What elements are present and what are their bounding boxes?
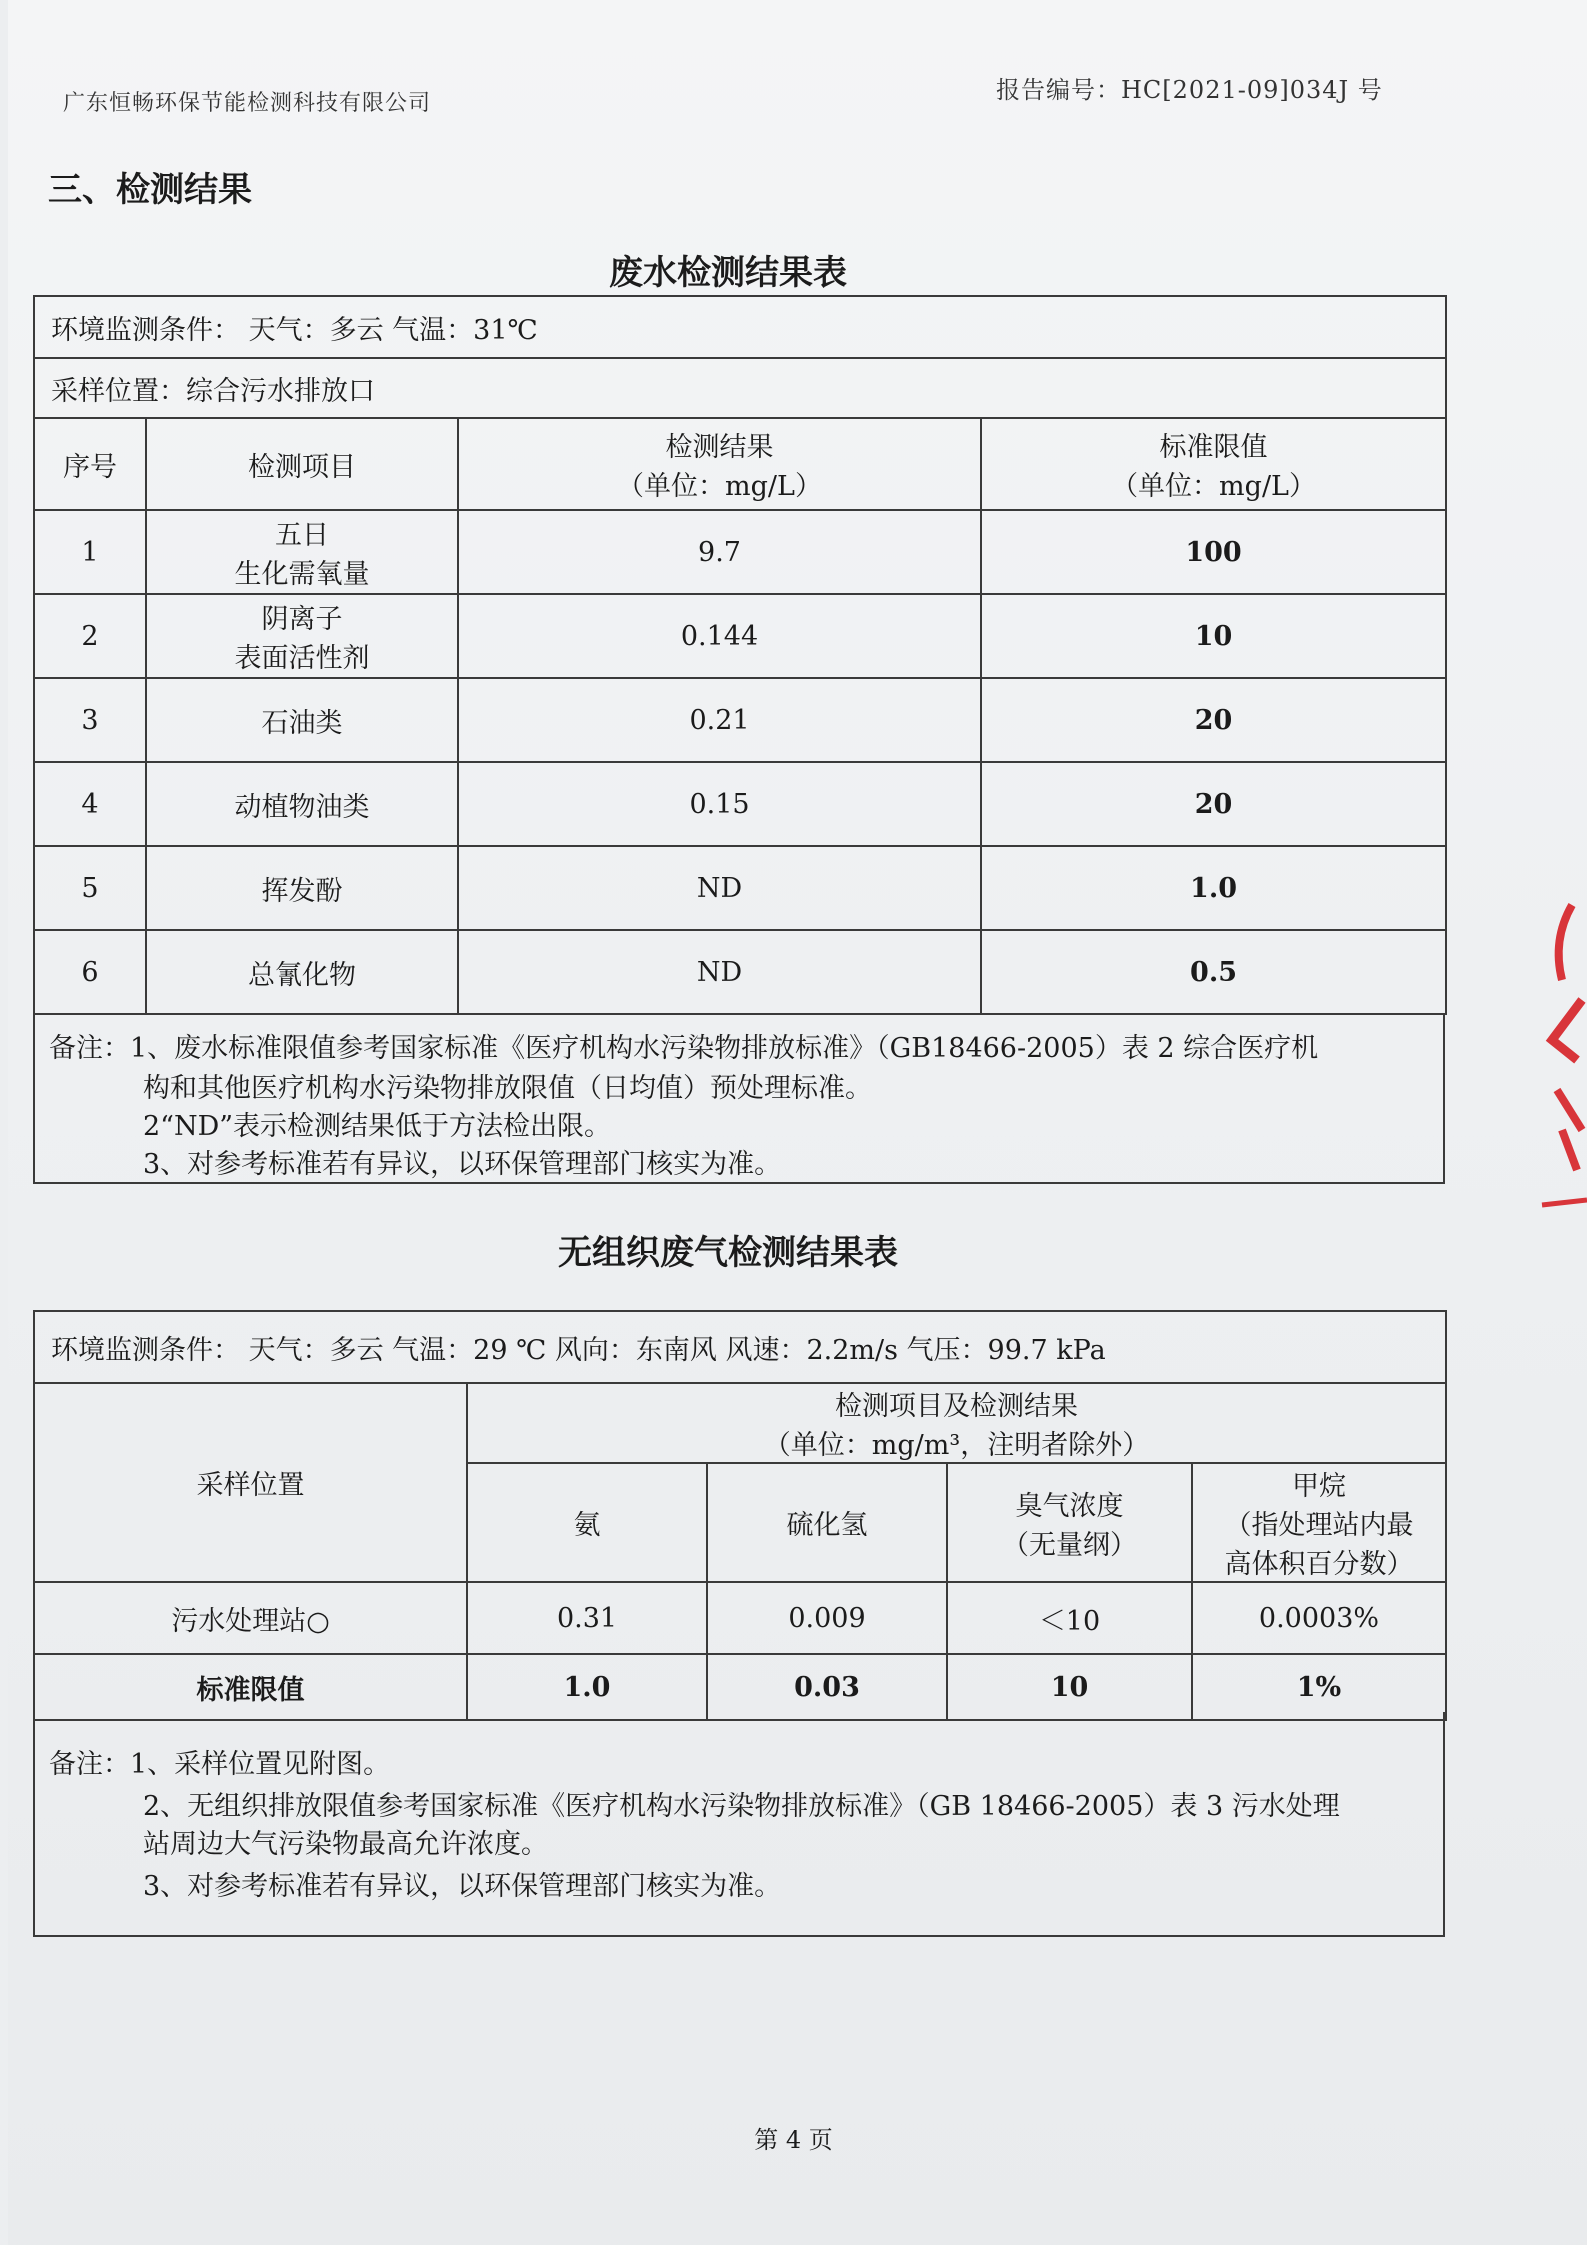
gas-header-odor xyxy=(947,1463,1192,1582)
row-item xyxy=(146,594,458,678)
row-item-line2: 表面活性剂 xyxy=(234,643,370,674)
row-result: 0.144 xyxy=(458,594,981,678)
wastewater-location: 采样位置：综合污水排放口 xyxy=(34,358,1446,418)
row-limit: 10 xyxy=(981,594,1446,678)
gas-header-methane xyxy=(1192,1463,1446,1582)
row-result: 0.21 xyxy=(458,678,981,762)
row-item: 动植物油类 xyxy=(146,762,458,846)
table-row xyxy=(34,930,1446,1014)
wastewater-notes xyxy=(33,1014,1445,1184)
header-result-line1: 检测结果 xyxy=(665,432,774,463)
row-result: 0.15 xyxy=(458,762,981,846)
row-no: 1 xyxy=(34,510,146,594)
row-no: 4 xyxy=(34,762,146,846)
note-line: 构和其他医疗机构水污染物排放限值（日均值）预处理标准。 xyxy=(143,1073,872,1104)
table-row xyxy=(34,846,1446,930)
row-limit: 20 xyxy=(981,678,1446,762)
row-item-line1: 五日 xyxy=(275,520,329,551)
page-number: 第 4 页 xyxy=(754,2126,833,2154)
gas-header-location: 采样位置 xyxy=(34,1383,467,1582)
gas-header-h2s: 硫化氢 xyxy=(707,1463,947,1582)
row-limit: 100 xyxy=(981,510,1446,594)
gas-limit-methane: 1% xyxy=(1192,1654,1446,1720)
wastewater-header-row xyxy=(34,418,1446,510)
note-line: 站周边大气污染物最高允许浓度。 xyxy=(143,1829,548,1860)
note-line: 2、无组织排放限值参考国家标准《医疗机构水污染物排放标准》（GB 18466-2005）表 3 污水处理 xyxy=(143,1791,1340,1822)
row-limit: 1.0 xyxy=(981,846,1446,930)
row-item-line1: 阴离子 xyxy=(261,604,343,635)
gas-header-group xyxy=(467,1383,1446,1463)
table-row xyxy=(34,762,1446,846)
gas-row-ammonia: 0.31 xyxy=(467,1582,707,1654)
gas-header-ammonia: 氨 xyxy=(467,1463,707,1582)
gas-header-odor-line2: （无量纲） xyxy=(1002,1529,1137,1561)
header-limit xyxy=(981,418,1446,510)
gas-row-odor: ＜10 xyxy=(947,1582,1192,1654)
row-result: 9.7 xyxy=(458,510,981,594)
row-result: ND xyxy=(458,930,981,1014)
gas-row-location: 污水处理站○ xyxy=(34,1582,467,1654)
header-result xyxy=(458,418,981,510)
gas-header-group-line2: （单位：mg/m³，注明者除外） xyxy=(763,1430,1150,1461)
wastewater-table-title: 废水检测结果表 xyxy=(609,253,847,293)
gas-notes xyxy=(33,1712,1445,1937)
header-limit-line2: （单位：mg/L） xyxy=(1111,471,1316,502)
row-item: 总氰化物 xyxy=(146,930,458,1014)
gas-row-methane: 0.0003% xyxy=(1192,1582,1446,1654)
row-limit: 0.5 xyxy=(981,930,1446,1014)
note-line: 3、对参考标准若有异议，以环保管理部门核实为准。 xyxy=(143,1871,782,1902)
row-no: 5 xyxy=(34,846,146,930)
row-no: 6 xyxy=(34,930,146,1014)
gas-header-methane-line2: （指处理站内最 xyxy=(1224,1510,1414,1541)
wastewater-table xyxy=(33,295,1447,1015)
gas-table xyxy=(33,1310,1447,1721)
document-page xyxy=(8,0,1587,2245)
table-row xyxy=(34,1582,1446,1654)
gas-header-methane-line3: 高体积百分数） xyxy=(1224,1549,1414,1580)
gas-limit-ammonia: 1.0 xyxy=(467,1654,707,1720)
row-no: 2 xyxy=(34,594,146,678)
row-limit: 20 xyxy=(981,762,1446,846)
row-item: 石油类 xyxy=(146,678,458,762)
gas-header-odor-line1: 臭气浓度 xyxy=(1015,1490,1124,1522)
row-item: 挥发酚 xyxy=(146,846,458,930)
gas-header-group-line1: 检测项目及检测结果 xyxy=(835,1391,1078,1422)
gas-row-h2s: 0.009 xyxy=(707,1582,947,1654)
section-title: 三、检测结果 xyxy=(48,170,252,210)
company-name: 广东恒畅环保节能检测科技有限公司 xyxy=(63,91,432,116)
note-line: 2“ND”表示检测结果低于方法检出限。 xyxy=(143,1111,612,1142)
row-no: 3 xyxy=(34,678,146,762)
gas-limit-location: 标准限值 xyxy=(34,1654,467,1720)
table-row xyxy=(34,1654,1446,1720)
header-limit-line1: 标准限值 xyxy=(1159,432,1268,463)
row-item-line2: 生化需氧量 xyxy=(234,559,370,590)
gas-table-title: 无组织废气检测结果表 xyxy=(558,1233,898,1273)
row-item xyxy=(146,510,458,594)
table-row xyxy=(34,678,1446,762)
header-no: 序号 xyxy=(34,418,146,510)
table-row xyxy=(34,510,1446,594)
red-seal-stamp xyxy=(1532,900,1587,1220)
gas-limit-h2s: 0.03 xyxy=(707,1654,947,1720)
row-result: ND xyxy=(458,846,981,930)
report-number: 报告编号：HC[2021-09]034J 号 xyxy=(996,76,1383,104)
note-line: 备注：1、废水标准限值参考国家标准《医疗机构水污染物排放标准》（GB18466-2005）表 2 综合医疗机 xyxy=(49,1033,1319,1064)
table-row xyxy=(34,594,1446,678)
wastewater-conditions: 环境监测条件： 天气：多云 气温：31℃ xyxy=(34,296,1446,358)
gas-header-methane-line1: 甲烷 xyxy=(1292,1471,1346,1502)
header-result-line2: （单位：mg/L） xyxy=(617,471,822,502)
header-item: 检测项目 xyxy=(146,418,458,510)
gas-limit-odor: 10 xyxy=(947,1654,1192,1720)
note-line: 3、对参考标准若有异议，以环保管理部门核实为准。 xyxy=(143,1149,782,1180)
gas-conditions: 环境监测条件： 天气：多云 气温：29 ℃ 风向：东南风 风速：2.2m/s 气压：99.7 kPa xyxy=(34,1311,1446,1383)
note-line: 备注：1、采样位置见附图。 xyxy=(49,1749,391,1780)
